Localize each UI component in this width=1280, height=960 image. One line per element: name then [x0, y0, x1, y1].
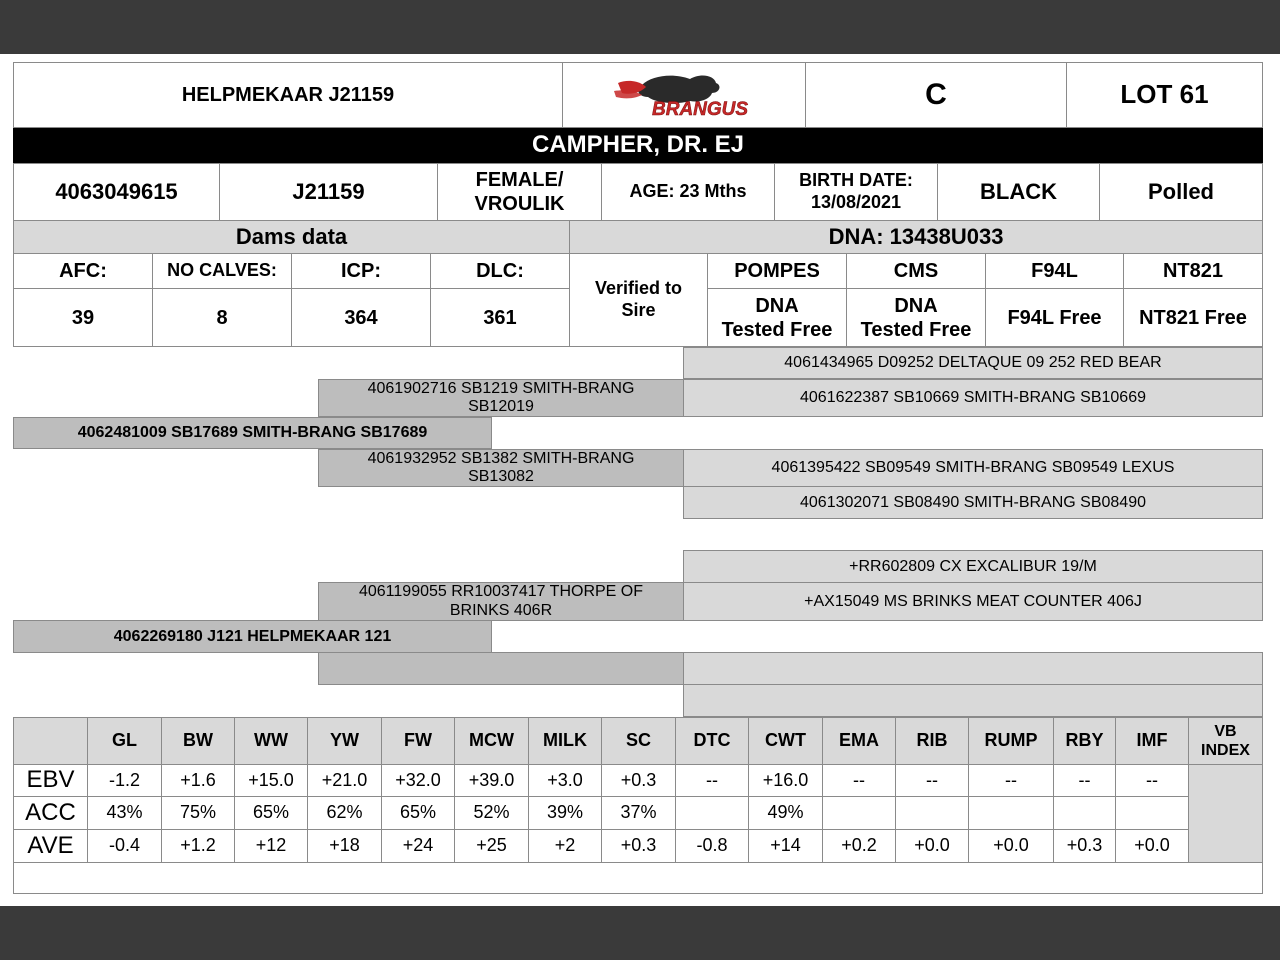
vb-index-line-1: VB: [1214, 722, 1237, 740]
ebv-ebv-gl: -1.2: [87, 764, 162, 797]
animal-name: HELPMEKAAR J21159: [13, 62, 563, 128]
pedigree-sire-dam: [318, 449, 684, 487]
animal-id: J21159: [219, 163, 438, 221]
ebv-ave-ww: +12: [234, 829, 308, 863]
ebv-ebv-milk: +3.0: [528, 764, 602, 797]
sire-dam-line-2: SB13082: [468, 468, 534, 485]
ebv-corner-cell: [13, 717, 88, 765]
ebv-acc-milk: 39%: [528, 796, 602, 830]
dams-data-title: Dams data: [13, 220, 570, 254]
pedigree-sire-sire-dam: 4061622387 SB10669 SMITH-BRANG SB10669: [683, 379, 1263, 417]
ebv-ave-bw: +1.2: [161, 829, 235, 863]
age: AGE: 23 Mths: [601, 163, 775, 221]
vb-index-header: [1188, 717, 1263, 765]
ebv-header-rump: RUMP: [968, 717, 1054, 765]
dna-title: DNA: 13438U033: [569, 220, 1263, 254]
ebv-ebv-fw: +32.0: [381, 764, 455, 797]
ebv-ebv-rib: --: [895, 764, 969, 797]
ebv-row-label-acc: ACC: [13, 796, 88, 830]
dlc-value: 361: [430, 288, 570, 347]
pompes-result-line-1: DNA: [755, 294, 799, 317]
pedigree-sire: 4062481009 SB17689 SMITH-BRANG SB17689: [13, 417, 492, 449]
pedigree-dam: 4062269180 J121 HELPMEKAAR 121: [13, 620, 492, 653]
nt821-result: NT821 Free: [1123, 288, 1263, 347]
ebv-ebv-rump: --: [968, 764, 1054, 797]
ebv-ave-rib: +0.0: [895, 829, 969, 863]
afc-value: 39: [13, 288, 153, 347]
sire-dam-line-1: 4061932952 SB1382 SMITH-BRANG: [367, 449, 635, 467]
dlc-header: DLC:: [430, 253, 570, 289]
ebv-acc-ww: 65%: [234, 796, 308, 830]
ebv-ave-ema: +0.2: [822, 829, 896, 863]
ebv-acc-gl: 43%: [87, 796, 162, 830]
ebv-acc-cwt: 49%: [748, 796, 823, 830]
dam-sire-line-2: BRINKS 406R: [449, 601, 553, 619]
horn-status: Polled: [1099, 163, 1263, 221]
ebv-ave-milk: +2: [528, 829, 602, 863]
ebv-acc-rump: [968, 796, 1054, 830]
pedigree-sire-sire: [318, 379, 684, 417]
pedigree-dam-sire: [318, 582, 684, 621]
ebv-header-ww: WW: [234, 717, 308, 765]
cms-result: [846, 288, 986, 347]
sex-line-2: VROULIK: [474, 193, 565, 215]
ebv-row-label-ebv: EBV: [13, 764, 88, 797]
ebv-ebv-cwt: +16.0: [748, 764, 823, 797]
ebv-acc-sc: 37%: [601, 796, 676, 830]
ebv-header-fw: FW: [381, 717, 455, 765]
ebv-row-label-ave: AVE: [13, 829, 88, 863]
verified-line-2: Sire: [621, 300, 656, 320]
dna-test-f94l: F94L: [985, 253, 1124, 289]
ebv-header-sc: SC: [601, 717, 676, 765]
ebv-ave-fw: +24: [381, 829, 455, 863]
ebv-ebv-yw: +21.0: [307, 764, 382, 797]
birth-date-label: BIRTH DATE:: [799, 170, 913, 191]
ebv-acc-ema: [822, 796, 896, 830]
ebv-ebv-rby: --: [1053, 764, 1116, 797]
icp-value: 364: [291, 288, 431, 347]
ebv-header-bw: BW: [161, 717, 235, 765]
footer-row: [13, 862, 1263, 894]
cms-result-line-1: DNA: [894, 294, 938, 317]
ebv-header-gl: GL: [87, 717, 162, 765]
ebv-ave-rump: +0.0: [968, 829, 1054, 863]
grade-label: C: [805, 62, 1067, 128]
afc-header: AFC:: [13, 253, 153, 289]
bottom-dark-bar: [0, 906, 1280, 960]
ebv-ave-dtc: -0.8: [675, 829, 749, 863]
ebv-header-cwt: CWT: [748, 717, 823, 765]
f94l-result: F94L Free: [985, 288, 1124, 347]
lot-number: LOT 61: [1066, 62, 1263, 128]
vb-index-value: [1188, 764, 1263, 863]
dam-sire-line-1: 4061199055 RR10037417 THORPE OF: [358, 583, 644, 601]
pedigree-sire-dam-dam: 4061302071 SB08490 SMITH-BRANG SB08490: [683, 486, 1263, 519]
dna-test-nt821: NT821: [1123, 253, 1263, 289]
ebv-header-mcw: MCW: [454, 717, 529, 765]
sire-sire-line-2: SB12019: [468, 398, 534, 415]
dna-test-pompes: POMPES: [707, 253, 847, 289]
pedigree-dam-sire-dam: +AX15049 MS BRINKS MEAT COUNTER 406J: [683, 582, 1263, 621]
lot-card: [0, 54, 1280, 906]
ebv-header-milk: MILK: [528, 717, 602, 765]
birth-date: [774, 163, 938, 221]
ebv-ebv-imf: --: [1115, 764, 1189, 797]
brangus-logo: [562, 62, 806, 128]
icp-header: ICP:: [291, 253, 431, 289]
ebv-ebv-dtc: --: [675, 764, 749, 797]
pedigree-dam-dam-sire: [683, 652, 1263, 685]
top-dark-bar: [0, 0, 1280, 54]
colour: BLACK: [937, 163, 1100, 221]
ebv-acc-dtc: [675, 796, 749, 830]
sex: [437, 163, 602, 221]
pedigree-dam-dam-dam: [683, 684, 1263, 717]
ebv-ebv-sc: +0.3: [601, 764, 676, 797]
ebv-acc-bw: 75%: [161, 796, 235, 830]
ebv-ebv-ema: --: [822, 764, 896, 797]
registration-number: 4063049615: [13, 163, 220, 221]
pedigree-dam-sire-sire: +RR602809 CX EXCALIBUR 19/M: [683, 550, 1263, 583]
ebv-header-rib: RIB: [895, 717, 969, 765]
ebv-ave-cwt: +14: [748, 829, 823, 863]
pompes-result-line-2: Tested Free: [721, 318, 833, 341]
ebv-header-rby: RBY: [1053, 717, 1116, 765]
pedigree-sire-dam-sire: 4061395422 SB09549 SMITH-BRANG SB09549 LEXUS: [683, 449, 1263, 487]
ebv-ave-sc: +0.3: [601, 829, 676, 863]
ebv-header-yw: YW: [307, 717, 382, 765]
sire-sire-line-1: 4061902716 SB1219 SMITH-BRANG: [367, 379, 635, 397]
ebv-ebv-mcw: +39.0: [454, 764, 529, 797]
ebv-ave-mcw: +25: [454, 829, 529, 863]
breeder-name: CAMPHER, DR. EJ: [13, 128, 1263, 163]
ebv-ave-yw: +18: [307, 829, 382, 863]
verified-line-1: Verified to: [594, 278, 683, 299]
ebv-acc-rby: [1053, 796, 1116, 830]
pedigree-sire-sire-sire: 4061434965 D09252 DELTAQUE 09 252 RED BEAR: [683, 347, 1263, 379]
vb-index-line-2: INDEX: [1201, 742, 1250, 759]
ebv-header-ema: EMA: [822, 717, 896, 765]
ebv-ave-rby: +0.3: [1053, 829, 1116, 863]
ebv-ave-gl: -0.4: [87, 829, 162, 863]
verified-to-sire: [569, 253, 708, 347]
ebv-header-dtc: DTC: [675, 717, 749, 765]
birth-date-value: 13/08/2021: [810, 192, 902, 212]
ebv-acc-imf: [1115, 796, 1189, 830]
ebv-header-imf: IMF: [1115, 717, 1189, 765]
sex-line-1: FEMALE/: [475, 169, 564, 191]
no-calves-value: 8: [152, 288, 292, 347]
pedigree-dam-dam: [318, 652, 684, 685]
cms-result-line-2: Tested Free: [860, 318, 972, 341]
ebv-ave-imf: +0.0: [1115, 829, 1189, 863]
pompes-result: [707, 288, 847, 347]
ebv-acc-yw: 62%: [307, 796, 382, 830]
no-calves-header: NO CALVES:: [152, 253, 292, 289]
logo-text: BRANGUS: [652, 99, 749, 120]
ebv-ebv-bw: +1.6: [161, 764, 235, 797]
ebv-ebv-ww: +15.0: [234, 764, 308, 797]
ebv-acc-mcw: 52%: [454, 796, 529, 830]
dna-test-cms: CMS: [846, 253, 986, 289]
ebv-acc-rib: [895, 796, 969, 830]
ebv-acc-fw: 65%: [381, 796, 455, 830]
